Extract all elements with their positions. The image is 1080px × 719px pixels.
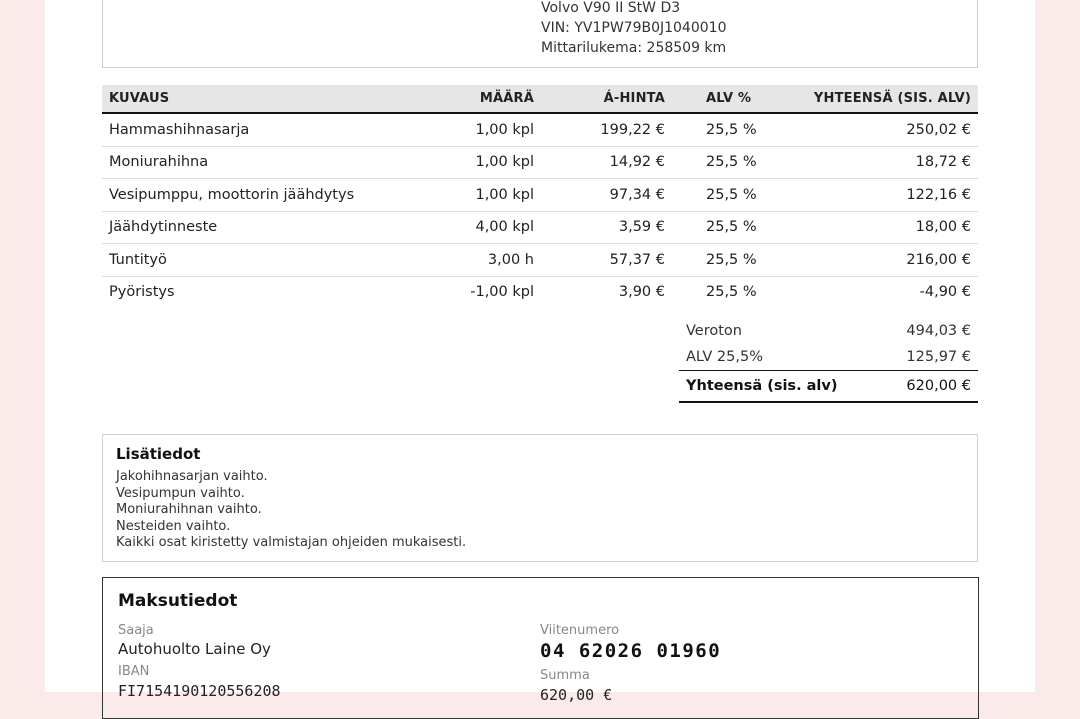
table-row [102, 146, 978, 179]
item-total: -4,90 € [919, 284, 971, 301]
invoice-page [45, 0, 1035, 704]
reference-number: 04 62026 01960 [540, 640, 722, 662]
amount-value: 620,00 € [540, 686, 613, 704]
payee-value: Autohuolto Laine Oy [118, 640, 271, 658]
item-unit-price: 3,59 € [541, 211, 672, 244]
net-value: 494,03 € [906, 323, 971, 339]
net-label: Veroton [686, 323, 742, 339]
item-vat: 25,5 % [706, 284, 757, 301]
vehicle-vin: VIN: YV1PW79B0J1040010 [541, 20, 727, 36]
info-line: Nesteiden vaihto. [116, 518, 231, 534]
item-quantity: -1,00 kpl [470, 284, 534, 301]
iban-value: FI7154190120556208 [118, 682, 281, 700]
item-description: Vesipumppu, moottorin jäähdytys [102, 179, 442, 212]
item-vat: 25,5 % [672, 113, 767, 146]
info-line: Kaikki osat kiristetty valmistajan ohjeiden mukaisesti. [116, 535, 467, 550]
vehicle-mileage: Mittarilukema: 258509 km [541, 40, 727, 56]
item-total: 216,00 € [767, 244, 978, 277]
reference-label: Viitenumero [540, 623, 620, 638]
payment-info-box [102, 577, 979, 719]
item-vat: 25,5 % [672, 244, 767, 277]
additional-info-lines [116, 469, 466, 552]
table-row [102, 276, 978, 308]
item-description: Hammashihnasarja [102, 113, 442, 146]
item-vat: 25,5 % [672, 211, 767, 244]
table-row [102, 244, 978, 277]
item-quantity: 1,00 kpl [442, 179, 541, 212]
header-description: KUVAUS [102, 85, 442, 113]
info-line: Vesipumpun vaihto. [116, 485, 245, 501]
item-total: 122,16 € [767, 179, 978, 212]
vehicle-details [541, 0, 726, 58]
vehicle-info-box [102, 0, 978, 68]
item-unit-price: 3,90 € [618, 284, 665, 301]
header-total: YHTEENSÄ (SIS. ALV) [767, 85, 978, 113]
totals-grand-row [679, 371, 978, 403]
item-description: Jäähdytinneste [102, 211, 442, 244]
header-vat: ALV % [672, 85, 767, 113]
item-quantity: 1,00 kpl [442, 113, 541, 146]
item-total: 250,02 € [767, 113, 978, 146]
table-row [102, 211, 978, 244]
totals-summary [679, 318, 978, 403]
payment-title: Maksutiedot [118, 591, 238, 611]
item-total: 18,72 € [767, 146, 978, 179]
table-row [102, 179, 978, 212]
table-row [102, 113, 978, 146]
vat-label: ALV 25,5% [686, 349, 763, 365]
item-unit-price: 14,92 € [541, 146, 672, 179]
item-vat: 25,5 % [672, 179, 767, 212]
item-vat: 25,5 % [672, 146, 767, 179]
item-unit-price: 199,22 € [541, 113, 672, 146]
vehicle-model: Volvo V90 II StW D3 [541, 0, 681, 16]
item-quantity: 1,00 kpl [442, 146, 541, 179]
item-unit-price: 57,37 € [541, 244, 672, 277]
amount-label: Summa [540, 668, 590, 683]
item-quantity: 4,00 kpl [442, 211, 541, 244]
additional-info-title: Lisätiedot [116, 445, 201, 463]
item-description: Pyöristys [109, 284, 175, 301]
info-line: Jakohihnasarjan vaihto. [116, 469, 268, 484]
item-total: 18,00 € [767, 211, 978, 244]
header-quantity: MÄÄRÄ [442, 85, 541, 113]
totals-vat-row [679, 344, 978, 371]
info-line: Moniurahihnan vaihto. [116, 502, 262, 517]
totals-net-row [679, 318, 978, 344]
item-unit-price: 97,34 € [541, 179, 672, 212]
vat-value: 125,97 € [906, 349, 971, 365]
payee-label: Saaja [118, 623, 154, 638]
item-description: Tuntityö [102, 244, 442, 277]
item-quantity: 3,00 h [442, 244, 541, 277]
additional-info-box [102, 434, 978, 562]
table-header-row [102, 85, 978, 113]
header-unit-price: Á-HINTA [541, 85, 672, 113]
grand-total-value: 620,00 € [882, 371, 978, 403]
item-description: Moniurahihna [102, 146, 442, 179]
iban-label: IBAN [118, 664, 150, 679]
invoice-items-table [102, 85, 978, 308]
grand-total-label: Yhteensä (sis. alv) [679, 371, 882, 403]
